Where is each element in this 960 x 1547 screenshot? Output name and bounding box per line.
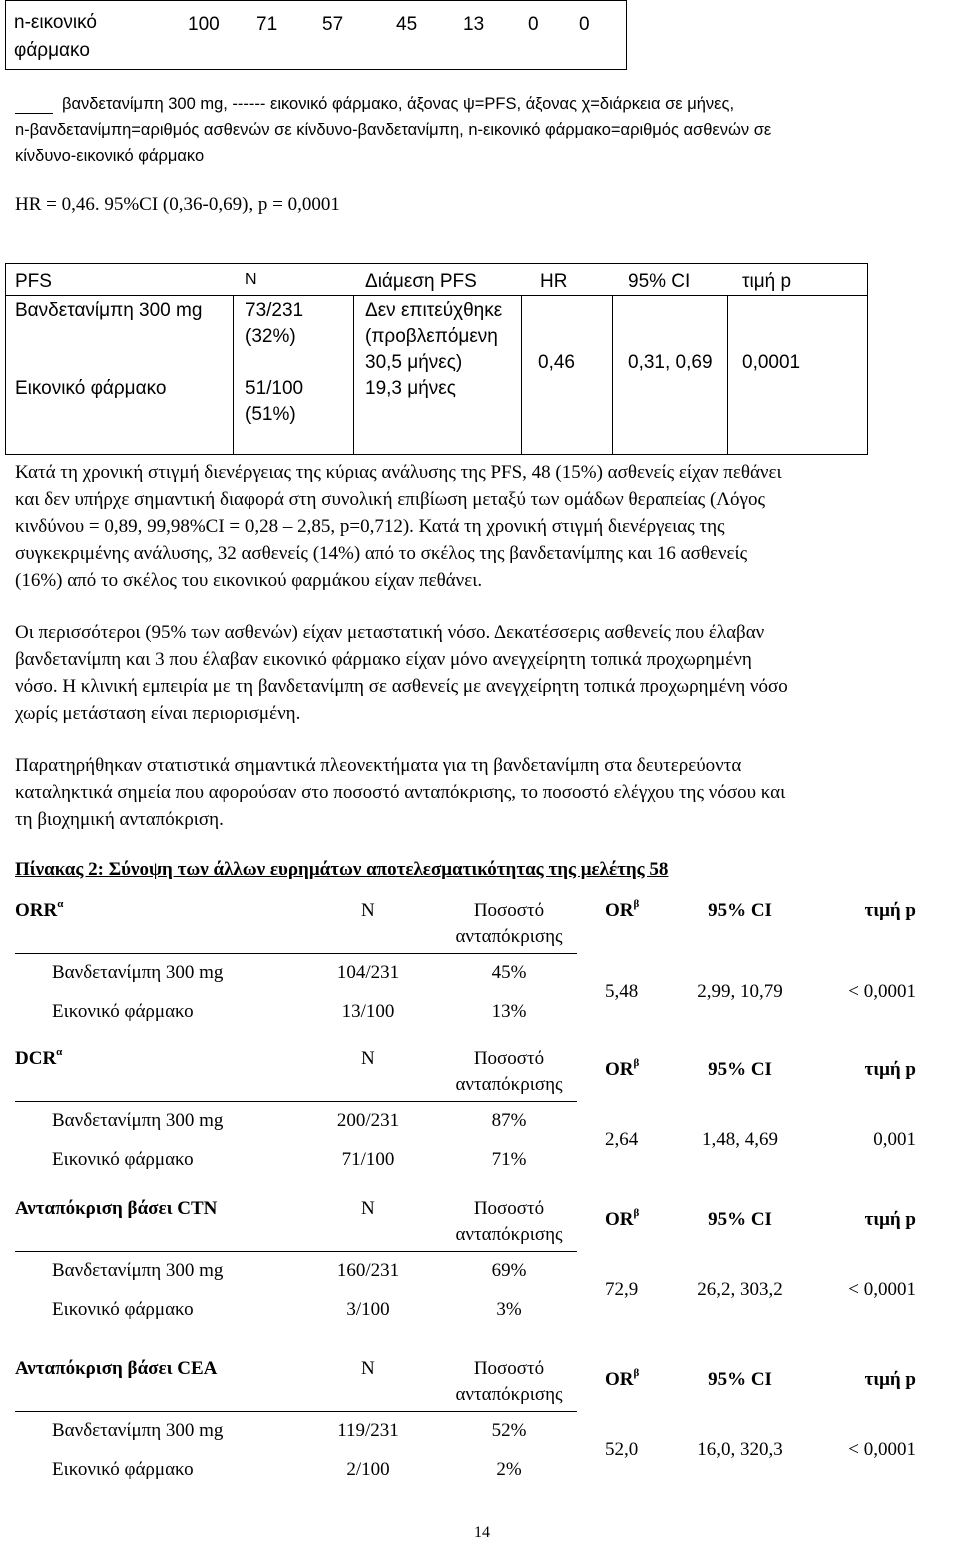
col-header-or-superscript: β (633, 1207, 640, 1219)
row-rate: 69% (491, 1260, 527, 1281)
pfs-header-p: τιμή p (742, 271, 792, 292)
hazard-ratio-line: HR = 0,46. 95%CI (0,36-0,69), p = 0,0001 (15, 194, 340, 215)
legend-line-2: n-βανδετανίμπη=αριθμός ασθενών σε κίνδυνο-βανδετανίμπη, n-εικονικό φάρμακο=αριθμός ασθενών σε (15, 121, 772, 139)
row-label: Εικονικό φάρμακο (52, 1459, 194, 1480)
col-header-n: N (361, 900, 375, 921)
pfs-header-n: N (245, 271, 257, 288)
table2-title: Πίνακας 2: Σύνοψη των άλλων ευρημάτων αποτελεσματικότητας της μελέτης 58 (15, 859, 669, 880)
col-header-p: τιμή p (864, 900, 916, 921)
col-header-or (605, 1369, 639, 1391)
pfs-header-hr: HR (540, 271, 568, 292)
pfs-header-divider (5, 295, 868, 296)
at-risk-value: 57 (322, 14, 344, 35)
legend-line-3: κίνδυνο-εικονικό φάρμακο (15, 147, 205, 165)
col-header-or-superscript: β (633, 898, 640, 910)
pfs-row-label-vandetanib: Βανδετανίμπη 300 mg (15, 300, 203, 321)
section-title (15, 900, 63, 922)
row-n: 3/100 (346, 1299, 390, 1320)
text-line: τη βιοχημική ανταπόκριση. (15, 809, 224, 830)
paragraph-metastatic (15, 619, 945, 727)
section-title (15, 1198, 217, 1220)
page-number: 14 (474, 1524, 490, 1541)
p-value: < 0,0001 (848, 1279, 916, 1300)
col-header-rate-2: ανταπόκρισης (455, 1384, 563, 1405)
at-risk-label-1: n-εικονικό (14, 12, 97, 33)
section-rule (15, 953, 577, 954)
or-value: 52,0 (605, 1439, 639, 1460)
text-line: νόσο. Η κλινική εμπειρία με τη βανδετανίμπη σε ασθενείς με ανεγχείρητη τοπικά προχωρημένη νόσο (15, 676, 788, 697)
pfs-row-n-pct: (32%) (245, 326, 296, 347)
pfs-ci-value: 0,31, 0,69 (628, 352, 713, 373)
pfs-col-divider (233, 295, 234, 455)
col-header-ci: 95% CI (708, 1209, 772, 1230)
col-header-rate-1: Ποσοστό (473, 900, 545, 921)
col-header-rate-2: ανταπόκρισης (455, 926, 563, 947)
text-line: συγκεκριμένης ανάλυσης, 32 ασθενείς (14%) από το σκέλος της βανδετανίμπης και 16 ασθενείς (15, 543, 748, 564)
pfs-row-median: Δεν επιτεύχθηκε (365, 300, 503, 321)
pfs-p-value: 0,0001 (742, 352, 801, 373)
text-line: Οι περισσότεροι (95% των ασθενών) είχαν μεταστατική νόσο. Δεκατέσσερις ασθενείς που έλαβαν (15, 622, 765, 643)
section-rule (15, 1251, 577, 1252)
pfs-header-pfs: PFS (15, 271, 52, 292)
ci-value: 26,2, 303,2 (697, 1279, 783, 1300)
row-rate: 3% (496, 1299, 522, 1320)
pfs-col-divider (727, 295, 728, 455)
text-line: (16%) από το σκέλος του εικονικού φαρμάκου είχαν πεθάνει. (15, 570, 483, 591)
at-risk-value: 13 (463, 14, 485, 35)
text-line: χωρίς μετάσταση είναι περιορισμένη. (15, 703, 301, 724)
col-header-or-text: OR (605, 900, 634, 921)
pfs-row-n: 51/100 (245, 378, 304, 399)
row-label: Εικονικό φάρμακο (52, 1001, 194, 1022)
legend-line-1: βανδετανίμπη 300 mg, ------ εικονικό φάρμακο, άξονας ψ=PFS, άξονας χ=διάρκεια σε μήνες, (62, 95, 735, 113)
at-risk-value: 71 (256, 14, 278, 35)
text-line: Παρατηρήθηκαν στατιστικά σημαντικά πλεονεκτήματα για τη βανδετανίμπη στα δευτερεύοντα (15, 755, 742, 776)
pfs-row-median: 19,3 μήνες (365, 378, 456, 399)
row-rate: 2% (496, 1459, 522, 1480)
row-n: 71/100 (341, 1149, 395, 1170)
section-title-text: DCR (15, 1048, 57, 1069)
section-title (15, 1048, 62, 1070)
row-label: Βανδετανίμπη 300 mg (52, 1110, 224, 1131)
pfs-header-median: Διάμεση PFS (365, 271, 477, 292)
at-risk-value: 0 (579, 14, 590, 35)
legend-solid-line (15, 113, 53, 114)
row-label: Βανδετανίμπη 300 mg (52, 1420, 224, 1441)
col-header-rate-1: Ποσοστό (473, 1358, 545, 1379)
pfs-hr-value: 0,46 (538, 352, 575, 373)
row-n: 200/231 (336, 1110, 400, 1131)
col-header-n: N (361, 1048, 375, 1069)
col-header-ci: 95% CI (708, 1369, 772, 1390)
pfs-header-ci: 95% CI (628, 271, 691, 292)
ci-value: 2,99, 10,79 (697, 981, 783, 1002)
col-header-or-text: OR (605, 1209, 634, 1230)
col-header-or (605, 1209, 639, 1231)
col-header-rate-2: ανταπόκρισης (455, 1074, 563, 1095)
row-n: 160/231 (336, 1260, 400, 1281)
col-header-or-superscript: β (633, 1367, 640, 1379)
section-title-text: Ανταπόκριση βάσει CTN (15, 1198, 218, 1219)
col-header-ci: 95% CI (708, 900, 772, 921)
or-value: 2,64 (605, 1129, 639, 1150)
paragraph-deaths (15, 459, 945, 594)
p-value: < 0,0001 (848, 1439, 916, 1460)
section-title-superscript: α (57, 898, 64, 910)
pfs-row-n: 73/231 (245, 300, 304, 321)
p-value: < 0,0001 (848, 981, 916, 1002)
row-rate: 87% (491, 1110, 527, 1131)
col-header-rate-1: Ποσοστό (473, 1198, 545, 1219)
col-header-p: τιμή p (864, 1059, 916, 1080)
text-line: κινδύνου = 0,89, 99,98%CI = 0,28 – 2,85, p=0,712). Κατά τη χρονική στιγμή διενέργειας της (15, 516, 725, 537)
row-n: 2/100 (346, 1459, 390, 1480)
section-title-superscript: α (56, 1046, 63, 1058)
col-header-rate-2: ανταπόκρισης (455, 1224, 563, 1245)
row-n: 104/231 (336, 962, 400, 983)
pfs-col-divider (521, 295, 522, 455)
col-header-n: N (361, 1198, 375, 1219)
at-risk-value: 45 (396, 14, 418, 35)
paragraph-secondary-endpoints (15, 752, 945, 833)
row-rate: 52% (491, 1420, 527, 1441)
row-n: 13/100 (341, 1001, 395, 1022)
text-line: Κατά τη χρονική στιγμή διενέργειας της κύριας ανάλυσης της PFS, 48 (15%) ασθενείς είχαν πεθάνει (15, 462, 782, 483)
section-rule (15, 1101, 577, 1102)
col-header-or (605, 900, 639, 922)
at-risk-value: 0 (528, 14, 539, 35)
col-header-p: τιμή p (864, 1209, 916, 1230)
pfs-row-n-pct: (51%) (245, 404, 296, 425)
pfs-row-median: 30,5 μήνες) (365, 352, 463, 373)
row-rate: 13% (491, 1001, 527, 1022)
ci-value: 1,48, 4,69 (702, 1129, 778, 1150)
section-title-text: ORR (15, 900, 58, 921)
row-label: Εικονικό φάρμακο (52, 1149, 194, 1170)
pfs-row-median: (προβλεπόμενη (365, 326, 498, 347)
at-risk-value: 100 (188, 14, 220, 35)
row-label: Βανδετανίμπη 300 mg (52, 962, 224, 983)
pfs-col-divider (612, 295, 613, 455)
col-header-or-text: OR (605, 1059, 634, 1080)
or-value: 72,9 (605, 1279, 639, 1300)
pfs-row-label-placebo: Εικονικό φάρμακο (15, 378, 167, 399)
col-header-or (605, 1059, 639, 1081)
pfs-col-divider (353, 295, 354, 455)
col-header-p: τιμή p (864, 1369, 916, 1390)
row-label: Εικονικό φάρμακο (52, 1299, 194, 1320)
row-n: 119/231 (337, 1420, 399, 1441)
or-value: 5,48 (605, 981, 639, 1002)
text-line: και δεν υπήρχε σημαντική διαφορά στη συνολική επιβίωση μεταξύ των ομάδων θεραπείας (Λόγος (15, 489, 765, 510)
section-title-text: Ανταπόκριση βάσει CEA (15, 1358, 218, 1379)
col-header-or-text: OR (605, 1369, 634, 1390)
col-header-n: N (361, 1358, 375, 1379)
section-rule (15, 1411, 577, 1412)
text-line: καταληκτικά σημεία που αφορούσαν στο ποσοστό ανταπόκρισης, το ποσοστό ελέγχου της νόσου και (15, 782, 786, 803)
ci-value: 16,0, 320,3 (697, 1439, 783, 1460)
col-header-or-superscript: β (633, 1057, 640, 1069)
section-title (15, 1358, 217, 1380)
row-rate: 71% (491, 1149, 527, 1170)
text-line: βανδετανίμπη και 3 που έλαβαν εικονικό φάρμακο είχαν μόνο ανεγχείρητη τοπικά προχωρημένη (15, 649, 752, 670)
row-rate: 45% (491, 962, 527, 983)
p-value: 0,001 (873, 1129, 916, 1150)
at-risk-label-2: φάρμακο (14, 40, 90, 61)
col-header-ci: 95% CI (708, 1059, 772, 1080)
row-label: Βανδετανίμπη 300 mg (52, 1260, 224, 1281)
col-header-rate-1: Ποσοστό (473, 1048, 545, 1069)
